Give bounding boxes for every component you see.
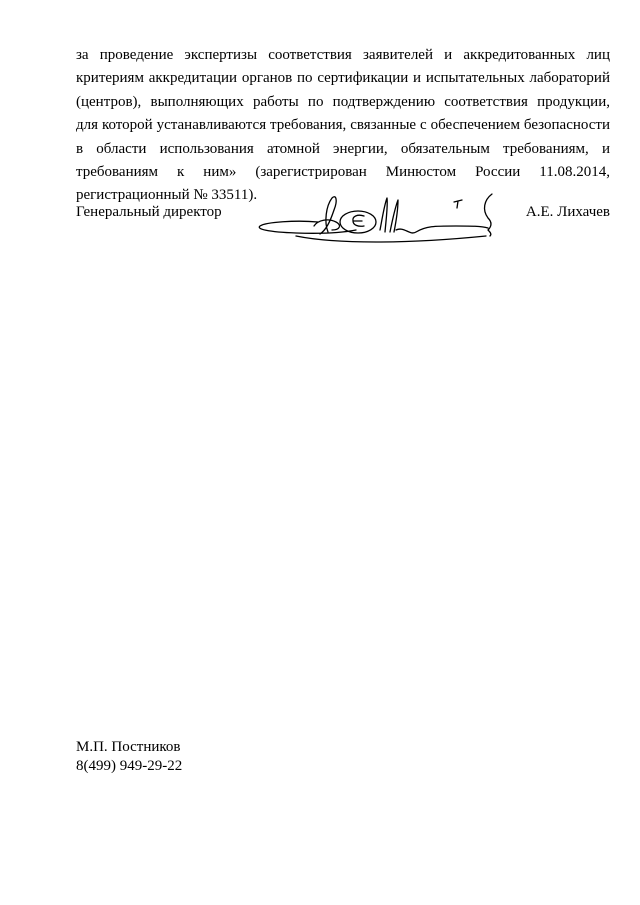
letter-body	[76, 44, 610, 208]
author-name: М.П. Постников	[76, 739, 181, 755]
signature-block	[76, 202, 610, 262]
body-line: для которой устанавливаются требования, связанные с обеспечением безопасности	[76, 117, 610, 134]
contact-info	[76, 738, 182, 776]
body-line: (центров), выполняющих работы по подтверждению соответствия продукции,	[76, 93, 610, 110]
body-line: критериям аккредитации органов по сертификации и испытательных лабораторий	[76, 70, 610, 87]
body-line: в области использования атомной энергии, обязательным требованиям, и	[76, 140, 610, 157]
signer-name: А.Е. Лихачев	[525, 204, 610, 220]
body-line: за проведение экспертизы соответствия заявителей и аккредитованных лиц	[76, 47, 610, 63]
phone-number: 8(499) 949-29-22	[76, 758, 183, 774]
body-line: требованиям к ним» (зарегистрирован Минюстом России 11.08.2014,	[76, 164, 610, 181]
body-line: регистрационный № 33511).	[76, 187, 258, 204]
handwritten-signature-icon	[256, 192, 496, 252]
position-title: Генеральный директор	[76, 204, 222, 220]
